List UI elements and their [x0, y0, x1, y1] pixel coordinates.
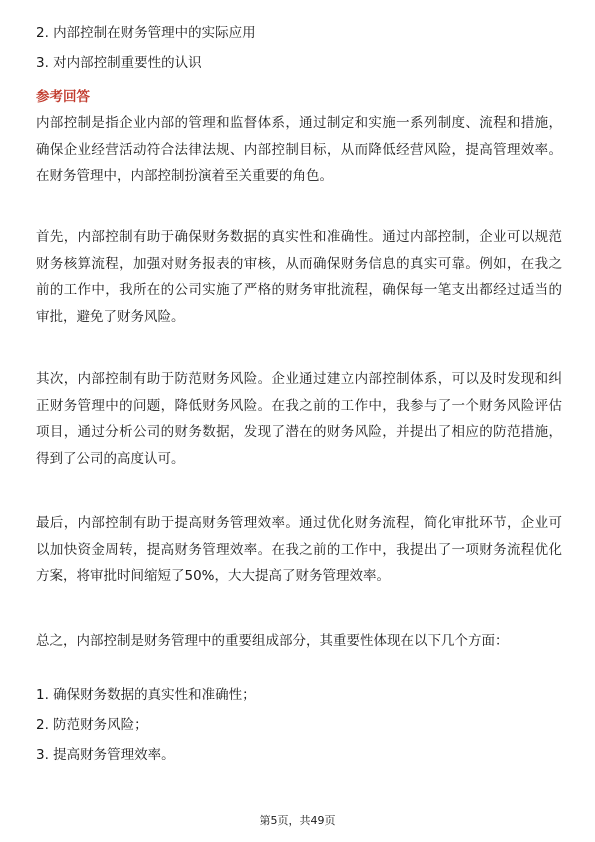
paragraph-second: 其次，内部控制有助于防范财务风险。企业通过建立内部控制体系，可以及时发现和纠正财务管理中的问题，降低财务风险。在我之前的工作中，我参与了一个财务风险评估项目，通过分析公司的财务数据，发现了潜在的财务风险，并提出了相应的防范措施，得到了公司的高度认可。	[36, 371, 562, 467]
answer-heading: 参考回答	[36, 89, 90, 105]
paragraph-first: 首先，内部控制有助于确保财务数据的真实性和准确性。通过内部控制，企业可以规范财务核算流程，加强对财务报表的审核，从而确保财务信息的真实可靠。例如，在我之前的工作中，我所在的公司实施了严格的财务审批流程，确保每一笔支出都经过适当的审批，避免了财务风险。	[36, 229, 562, 325]
list-item: 3. 提高财务管理效率。	[36, 747, 175, 763]
list-item: 1. 确保财务数据的真实性和准确性；	[36, 687, 256, 703]
list-item: 3. 对内部控制重要性的认识	[36, 55, 202, 71]
page-number: 第5页，共49页	[259, 814, 336, 827]
paragraph-summary: 总之，内部控制是财务管理中的重要组成部分，其重要性体现在以下几个方面：	[36, 633, 509, 649]
list-item: 2. 内部控制在财务管理中的实际应用	[36, 25, 256, 41]
paragraph-intro: 内部控制是指企业内部的管理和监督体系，通过制定和实施一系列制度、流程和措施，确保企业经营活动符合法律法规、内部控制目标，从而降低经营风险，提高管理效率。在财务管理中，内部控制扮演着至关重要的角色。	[36, 115, 562, 184]
paragraph-last: 最后，内部控制有助于提高财务管理效率。通过优化财务流程，简化审批环节，企业可以加快资金周转，提高财务管理效率。在我之前的工作中，我提出了一项财务流程优化方案，将审批时间缩短了50%，大大提高了财务管理效率。	[36, 515, 562, 584]
list-item: 2. 防范财务风险；	[36, 717, 148, 733]
